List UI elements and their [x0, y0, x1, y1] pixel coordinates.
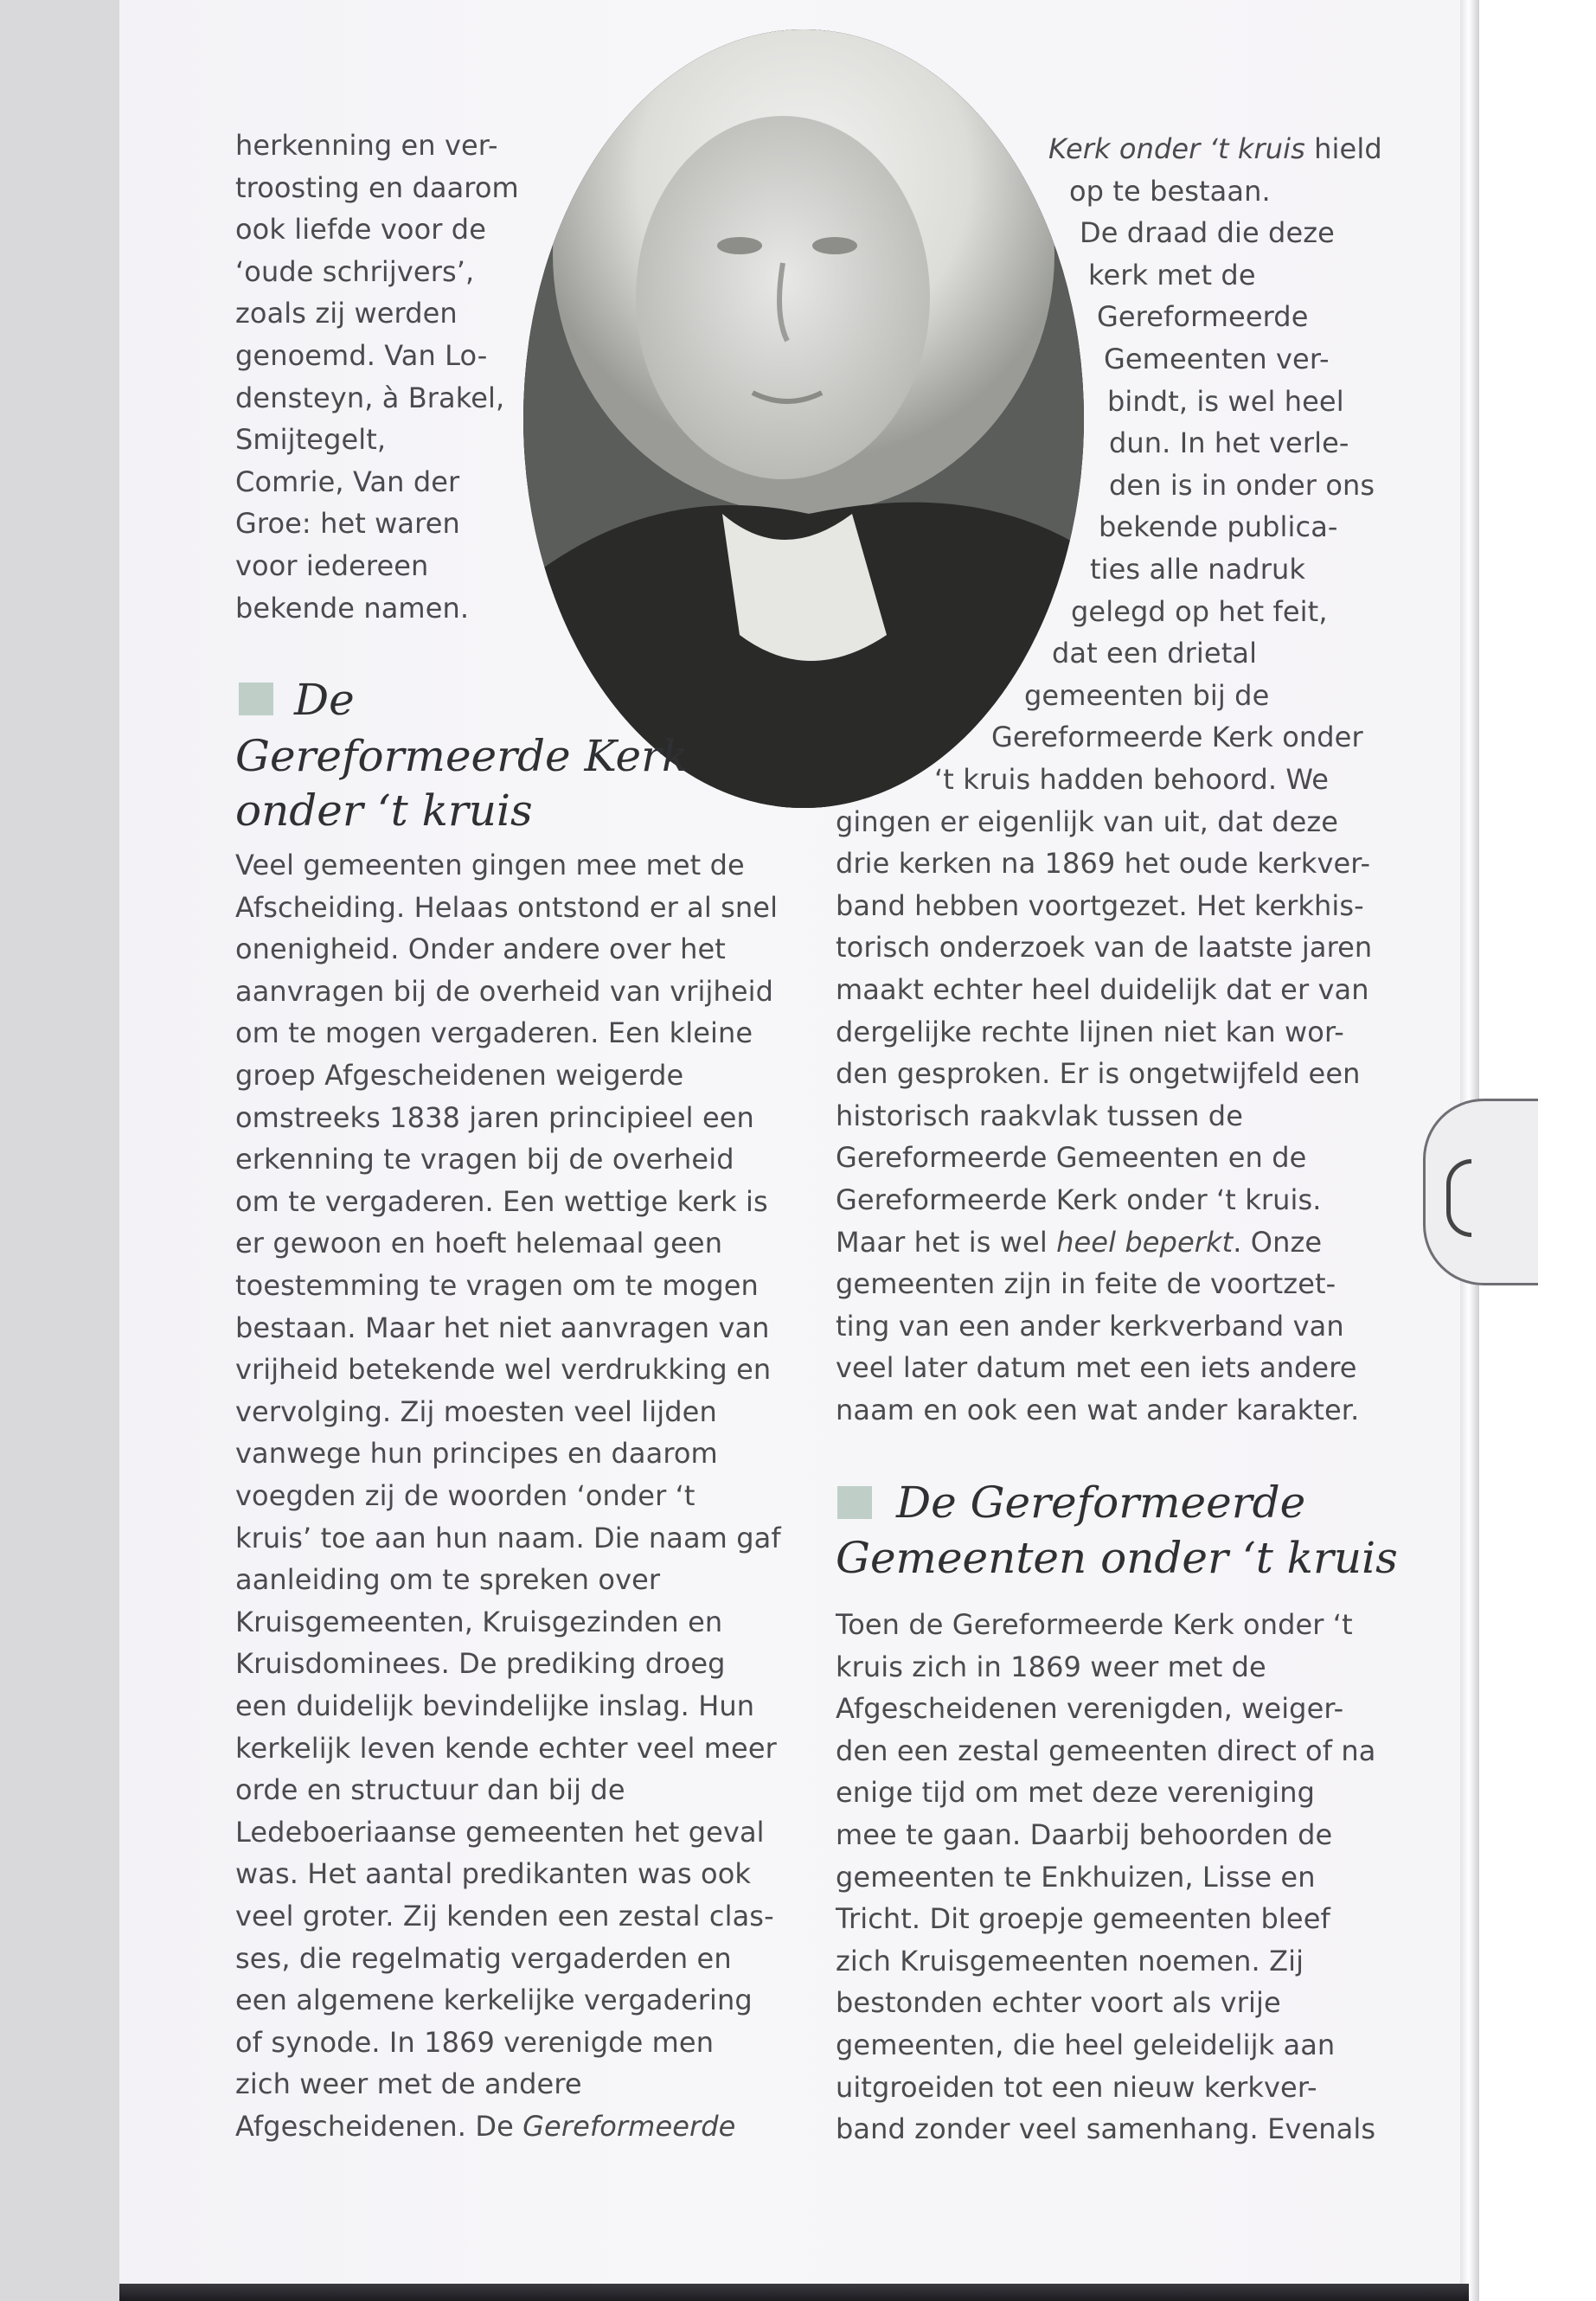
right-bottom-line: Toen de Gereformeerde Kerk onder ‘t — [836, 1608, 1353, 1641]
right-body-line: gemeenten zijn in feite de voortzet- — [836, 1267, 1336, 1301]
right-top-line: op te bestaan. — [1069, 174, 1271, 208]
left-body-line — [235, 2109, 735, 2144]
right-body-line: naam en ook een wat ander karakter. — [836, 1394, 1360, 1426]
left-body-line: erkenning te vragen bij de overheid — [235, 1143, 734, 1176]
text-span: Maar het is wel — [836, 1225, 1057, 1259]
text-span: Afgescheidenen. De — [235, 2110, 523, 2143]
right-body-line: maakt echter heel duidelijk dat er van — [836, 973, 1369, 1006]
left-body-line: onenigheid. Onder andere over het — [235, 933, 726, 966]
left-body-line: was. Het aantal predikanten was ook — [235, 1857, 751, 1891]
index-tab — [1423, 1099, 1538, 1285]
right-body-line: drie kerken na 1869 het oude kerkver- — [836, 847, 1371, 881]
left-body-line: kerkelijk leven kende echter veel meer — [235, 1731, 777, 1765]
heading-1-line: Gereformeerde Kerk — [235, 731, 689, 781]
text-span: hield — [1304, 132, 1382, 165]
left-top-line: voor iedereen — [235, 549, 429, 582]
left-top-line: ook liefde voor de — [235, 213, 486, 247]
left-top-line: troosting en daarom — [235, 170, 519, 204]
left-body-line: aanvragen bij de overheid van vrijheid — [235, 974, 774, 1008]
left-top-line: zoals zij werden — [235, 297, 458, 330]
heading-1-line: onder ‘t kruis — [235, 785, 533, 836]
left-body-line: orde en structuur dan bij de — [235, 1773, 625, 1807]
right-top-line: gemeenten bij de — [1024, 678, 1270, 712]
right-body-line: gingen er eigenlijk van uit, dat deze — [836, 804, 1339, 838]
left-top-line: Smijtegelt, — [235, 423, 387, 457]
left-body-line: vanwege hun principes en daarom — [235, 1437, 718, 1471]
right-body-line: den gesproken. Er is ongetwijfeld een — [836, 1057, 1361, 1091]
left-body-line: of synode. In 1869 verenigde men — [235, 2025, 715, 2059]
left-body-line: bestaan. Maar het niet aanvragen van — [235, 1311, 770, 1344]
right-bottom-line: Tricht. Dit groepje gemeenten bleef — [836, 1902, 1330, 1936]
heading-2-line: De Gereformeerde — [896, 1477, 1306, 1528]
left-body-line: Afscheiding. Helaas ontstond er al snel — [235, 890, 779, 924]
right-top-line: Gereformeerde — [1097, 300, 1309, 334]
left-body-line: een duidelijk bevindelijke inslag. Hun — [235, 1689, 755, 1722]
left-body-line: veel groter. Zij kenden een zestal clas- — [235, 1900, 774, 1932]
left-top-line: bekende namen. — [235, 591, 470, 625]
right-top-line: dun. In het verle- — [1109, 426, 1349, 460]
right-bottom-line: kruis zich in 1869 weer met de — [836, 1650, 1266, 1683]
bottom-binding — [119, 2284, 1469, 2301]
portrait-photo — [523, 29, 1084, 808]
italic-phrase: heel beperkt — [1056, 1225, 1234, 1259]
right-bottom-line: zich Kruisgemeenten noemen. Zij — [836, 1944, 1304, 1977]
left-top-line: Comrie, Van der — [235, 465, 460, 498]
right-body-line — [836, 1225, 1322, 1259]
right-top-line: De draad die deze — [1080, 216, 1335, 250]
left-body-line: om te vergaderen. Een wettige kerk is — [235, 1184, 768, 1218]
left-body-line: Kruisgemeenten, Kruisgezinden en — [235, 1605, 723, 1638]
right-top-line: bekende publica- — [1099, 510, 1338, 544]
left-body-line: groep Afgescheidenen weigerde — [235, 1059, 684, 1092]
left-body-line: vrijheid betekende wel verdrukking en — [235, 1353, 772, 1387]
right-bottom-line: gemeenten te Enkhuizen, Lisse en — [836, 1860, 1316, 1894]
text-span: . Onze — [1233, 1225, 1323, 1259]
right-top-line: dat een drietal — [1052, 637, 1258, 670]
right-bottom-line: den een zestal gemeenten direct of na — [836, 1734, 1376, 1767]
right-bottom-line: Afgescheidenen verenigden, weiger- — [836, 1692, 1344, 1726]
right-top-line: Gemeenten ver- — [1104, 343, 1330, 375]
left-top-line: genoemd. Van Lo- — [235, 339, 488, 372]
left-body-line: kruis’ toe aan hun naam. Die naam gaf — [235, 1521, 781, 1554]
right-body-line: torisch onderzoek van de laatste jaren — [836, 931, 1373, 965]
right-top-line: den is in onder ons — [1109, 468, 1375, 502]
index-tab-glyph — [1446, 1159, 1471, 1237]
right-top-line: kerk met de — [1088, 258, 1256, 292]
right-body-line: veel later datum met een iets andere — [836, 1351, 1357, 1385]
left-body-line: Veel gemeenten gingen mee met de — [235, 849, 745, 881]
right-body-line: Gereformeerde Gemeenten en de — [836, 1141, 1307, 1175]
left-top-line: densteyn, à Brakel, — [235, 381, 505, 414]
left-body-line: toestemming te vragen om te mogen — [235, 1269, 759, 1302]
right-bottom-line: band zonder veel samenhang. Evenals — [836, 2112, 1376, 2146]
right-body-line: historisch raakvlak tussen de — [836, 1099, 1243, 1132]
right-top-line: Gereformeerde Kerk onder — [991, 721, 1363, 754]
left-body-line: aanleiding om te spreken over — [235, 1563, 661, 1597]
right-top-line: bindt, is wel heel — [1107, 384, 1344, 418]
italic-phrase: Kerk onder ‘t kruis — [1048, 132, 1305, 165]
left-body-line: omstreeks 1838 jaren principieel een — [235, 1100, 754, 1134]
heading-2-line: Gemeenten onder ‘t kruis — [836, 1533, 1398, 1583]
right-body-line: dergelijke rechte lijnen niet kan wor- — [836, 1015, 1344, 1048]
left-body-line: vervolging. Zij moesten veel lijden — [235, 1394, 717, 1428]
right-body-line: ting van een ander kerkverband van — [836, 1309, 1344, 1343]
right-bottom-line: gemeenten, die heel geleidelijk aan — [836, 2029, 1336, 2061]
left-body-line: een algemene kerkelijke vergadering — [235, 1984, 753, 2017]
left-top-line: ‘oude schrijvers’, — [235, 254, 475, 288]
right-body-line: band hebben voortgezet. Het kerkhis- — [836, 888, 1364, 922]
heading-marker — [239, 683, 273, 715]
right-bottom-line: uitgroeiden tot een nieuw kerkver- — [836, 2070, 1317, 2104]
heading-marker — [837, 1486, 872, 1519]
right-body-line: Gereformeerde Kerk onder ‘t kruis. — [836, 1183, 1322, 1216]
right-bottom-line: bestonden echter voort als vrije — [836, 1986, 1281, 2020]
left-body-line: er gewoon en hoeft helemaal geen — [235, 1227, 723, 1260]
right-bottom-line: mee te gaan. Daarbij behoorden de — [836, 1818, 1333, 1851]
right-top-line: ties alle nadruk — [1090, 553, 1305, 586]
left-body-line: zich weer met de andere — [235, 2067, 582, 2101]
heading-1-line: De — [294, 675, 355, 725]
left-top-line: Groe: het waren — [235, 507, 460, 541]
right-top-line: gelegd op het feit, — [1071, 594, 1328, 628]
left-top-line: herkenning en ver- — [235, 129, 498, 162]
left-body-line: Kruisdominees. De prediking droeg — [235, 1647, 726, 1681]
left-body-line: voegden zij de woorden ‘onder ‘t — [235, 1479, 695, 1512]
right-top-line — [1048, 131, 1382, 166]
right-bottom-line: enige tijd om met deze vereniging — [836, 1776, 1316, 1810]
left-body-line: om te mogen vergaderen. Een kleine — [235, 1016, 753, 1050]
right-top-line: ‘t kruis hadden behoord. We — [934, 763, 1330, 796]
left-body-line: ses, die regelmatig vergaderden en — [235, 1941, 732, 1975]
italic-phrase: Gereformeerde — [522, 2110, 736, 2143]
left-body-line: Ledeboeriaanse gemeenten het geval — [235, 1815, 765, 1849]
